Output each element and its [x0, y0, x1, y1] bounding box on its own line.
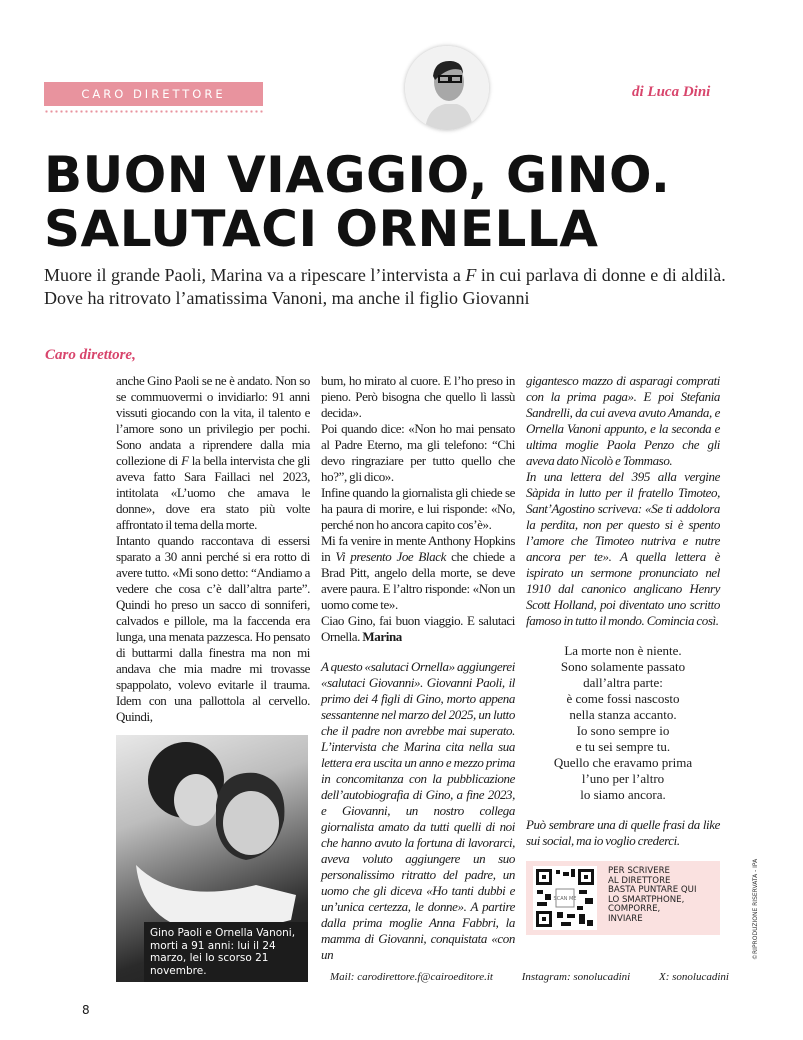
author-byline: di Luca Dini [632, 84, 711, 100]
copyright-notice: ©RIPRODUZIONE RISERVATA - IPA [752, 858, 759, 960]
column-1 [116, 373, 310, 725]
text: che chiede a Brad Pitt, angelo della morte, se deve avere paura. E l’altro risponde: «Non un uomo come te». [321, 549, 515, 612]
poem-line: nella stanza accanto. [569, 707, 677, 722]
qr-text-line: PER SCRIVERE [608, 866, 670, 876]
qr-text-line: COMPORRE, [608, 904, 661, 915]
instagram-contact[interactable]: Instagram: sonolucadini [521, 971, 631, 983]
poem-line: Sono solamente passato [560, 659, 686, 674]
text: Mi fa venire in mente Anthony Hopkins in [321, 533, 515, 564]
paragraph [321, 533, 515, 613]
qr-instructions [608, 867, 697, 925]
qr-text-line: BASTA PUNTARE QUI [608, 885, 697, 896]
closing-paragraph: Può sembrare una di quelle frasi da like sui social, ma io voglio crederci. [526, 817, 720, 848]
column-3 [526, 373, 720, 629]
title-line-2: SALUTACI ORNELLA [44, 200, 599, 258]
text: Ciao Gino, fai buon viaggio. E salutaci Ornella. [321, 613, 515, 644]
photo-caption: Gino Paoli e Ornella Vanoni, morti a 91 anni: lui il 24 marzo, lei lo scorso 21 novembre. [144, 922, 308, 982]
mail-contact[interactable]: Mail: carodirettore.f@cairoeditore.it [330, 971, 493, 983]
poem-line: Io sono sempre io [576, 723, 670, 738]
author-avatar [405, 46, 489, 130]
film-title: Vi presento Joe Black [335, 549, 446, 564]
qr-text-line: AL DIRETTORE [608, 875, 671, 886]
paragraph: In una lettera del 395 alla vergine Sàpida in lutto per il fratello Timoteo, Sant’Agostino scriveva: «Se ti addolora la perdita, non per questo si è spento l’amore che Timoteo nutriva e nutre ancora per te». A quella lettera è ispirato un sermone pronunciato nel 1910 dal canonico anglicano Henry Scott Holland, poi diventato uno scritto famoso in tutto il mondo. Comincia così. [526, 469, 720, 628]
poem-line: è come fossi nascosto [566, 691, 680, 706]
paragraph [116, 373, 310, 533]
title-line-1: BUON VIAGGIO, GINO. [44, 146, 671, 204]
paragraph: A questo «salutaci Ornella» aggiungerei «salutaci Giovanni». Giovanni Paoli, il primo dei 4 figli di Gino, morto appena sessantenne nel marzo del 2025, un lutto che il padre non avrebbe mai superato. L’intervista che Marina cita nella sua lettera era uscita un anno e mezzo prima in concomitanza con la pubblicazione dell’autobiografia di Gino, a fine 2023, e Giovanni, un nostro collega giornalista amato da tutti quelli di noi che hanno avuto la fortuna di lavorarci, aveva voluto aggiungere un suo personalissimo ritratto del padre, un uomo che gli diceva «Ho tanti dubbi e un’unica certezza, le donne». A partire dalla prima moglie Anna Fabbri, la mamma di Giovanni, conquistata «con un [321, 659, 515, 962]
letter-greeting: Caro direttore, [45, 347, 136, 363]
column-3-stack [526, 373, 720, 935]
paragraph: gigantesco mazzo di asparagi comprati con la prima paga». E poi Stefania Sandrelli, da cui aveva avuto Amanda, e Ornella Vanoni appunto, e la seconda e ultima moglie Paola Penzo che gli aveva dato Nicolò e Tommaso. [526, 373, 720, 468]
qr-text-line: LO SMARTPHONE, [608, 894, 685, 905]
page-title [44, 148, 764, 256]
text: la bella intervista che gli aveva fatto Sara Faillaci nel 2023, intitolata «L’uomo che amava le donne», dove era stato più volte affrontato il tema della morte. [116, 453, 310, 532]
contact-footer [330, 971, 730, 983]
signature: Marina [362, 629, 402, 644]
subtitle-text: Muore il grande Paoli, Marina va a ripescare l’intervista a [44, 265, 466, 285]
qr-text-line: INVIARE [608, 913, 643, 924]
poem-line: dall’altra parte: [583, 675, 663, 690]
magazine-name: F [465, 265, 477, 285]
poem [526, 643, 720, 803]
poem-line: Quello che eravamo prima [553, 755, 693, 770]
paragraph: Infine quando la giornalista gli chiede se ha paura di morire, e lui risponde: «No, perché non ho ancora capito cos’è». [321, 485, 515, 532]
subtitle [44, 264, 744, 310]
qr-center-label: SCAN ME [553, 896, 577, 902]
reply-column-2 [321, 659, 515, 963]
qr-contact-box [526, 861, 720, 935]
x-contact[interactable]: X: sonolucadini [658, 971, 729, 983]
poem-line: La morte non è niente. [564, 643, 682, 658]
subtitle-text: in cui parlava di donne e di aldilà. Dove ha ritrovato l’amatissima Vanoni, ma anche il figlio Giovanni [44, 265, 726, 308]
text: anche Gino Paoli se ne è andato. Non so se commuovermi o invidiarlo: 91 anni vissuti giocando con la vita, il talento e l’amore sono un privilegio per pochi. Sono andata a riprendere dalla mia collezione di [116, 373, 310, 468]
magazine-name: F [181, 453, 189, 468]
photo-paoli-vanoni [116, 735, 308, 982]
dotted-divider [44, 110, 263, 113]
column-1-stack [116, 373, 310, 982]
section-rubric: CARO DIRETTORE [44, 82, 263, 106]
paragraph: bum, ho mirato al cuore. E l’ho preso in pieno. Però bisogna che quello lì lassù decida». [321, 373, 515, 420]
qr-code[interactable] [533, 866, 597, 930]
paragraph: Intanto quando raccontava di essersi sparato a 30 anni perché si era rotto di avere tutto. «Mi sono detto: “Andiamo a vedere che cosa c’è dall’altra parte”. Quindi ho preso un sacco di sonniferi, calvados e pillole, ma la faccenda era lunga, una menata pazzesca. Ho pensato di buttarmi dalla finestra ma non mi andava che mia madre mi trovasse spappolato, volevo evitarle il trauma. Idem con una pallottola al cervello. Quindi, [116, 533, 310, 724]
paragraph [321, 613, 515, 645]
poem-line: lo siamo ancora. [580, 787, 666, 802]
paragraph: Poi quando dice: «Non ho mai pensato al Padre Eterno, ma gli telefono: “Chi devo ringraziare per tutto quello che ho?”, gli dico». [321, 421, 515, 484]
poem-line: e tu sei sempre tu. [575, 739, 671, 754]
poem-line: l’uno per l’altro [581, 771, 665, 786]
page-number: 8 [82, 1003, 90, 1017]
column-2 [321, 373, 515, 645]
